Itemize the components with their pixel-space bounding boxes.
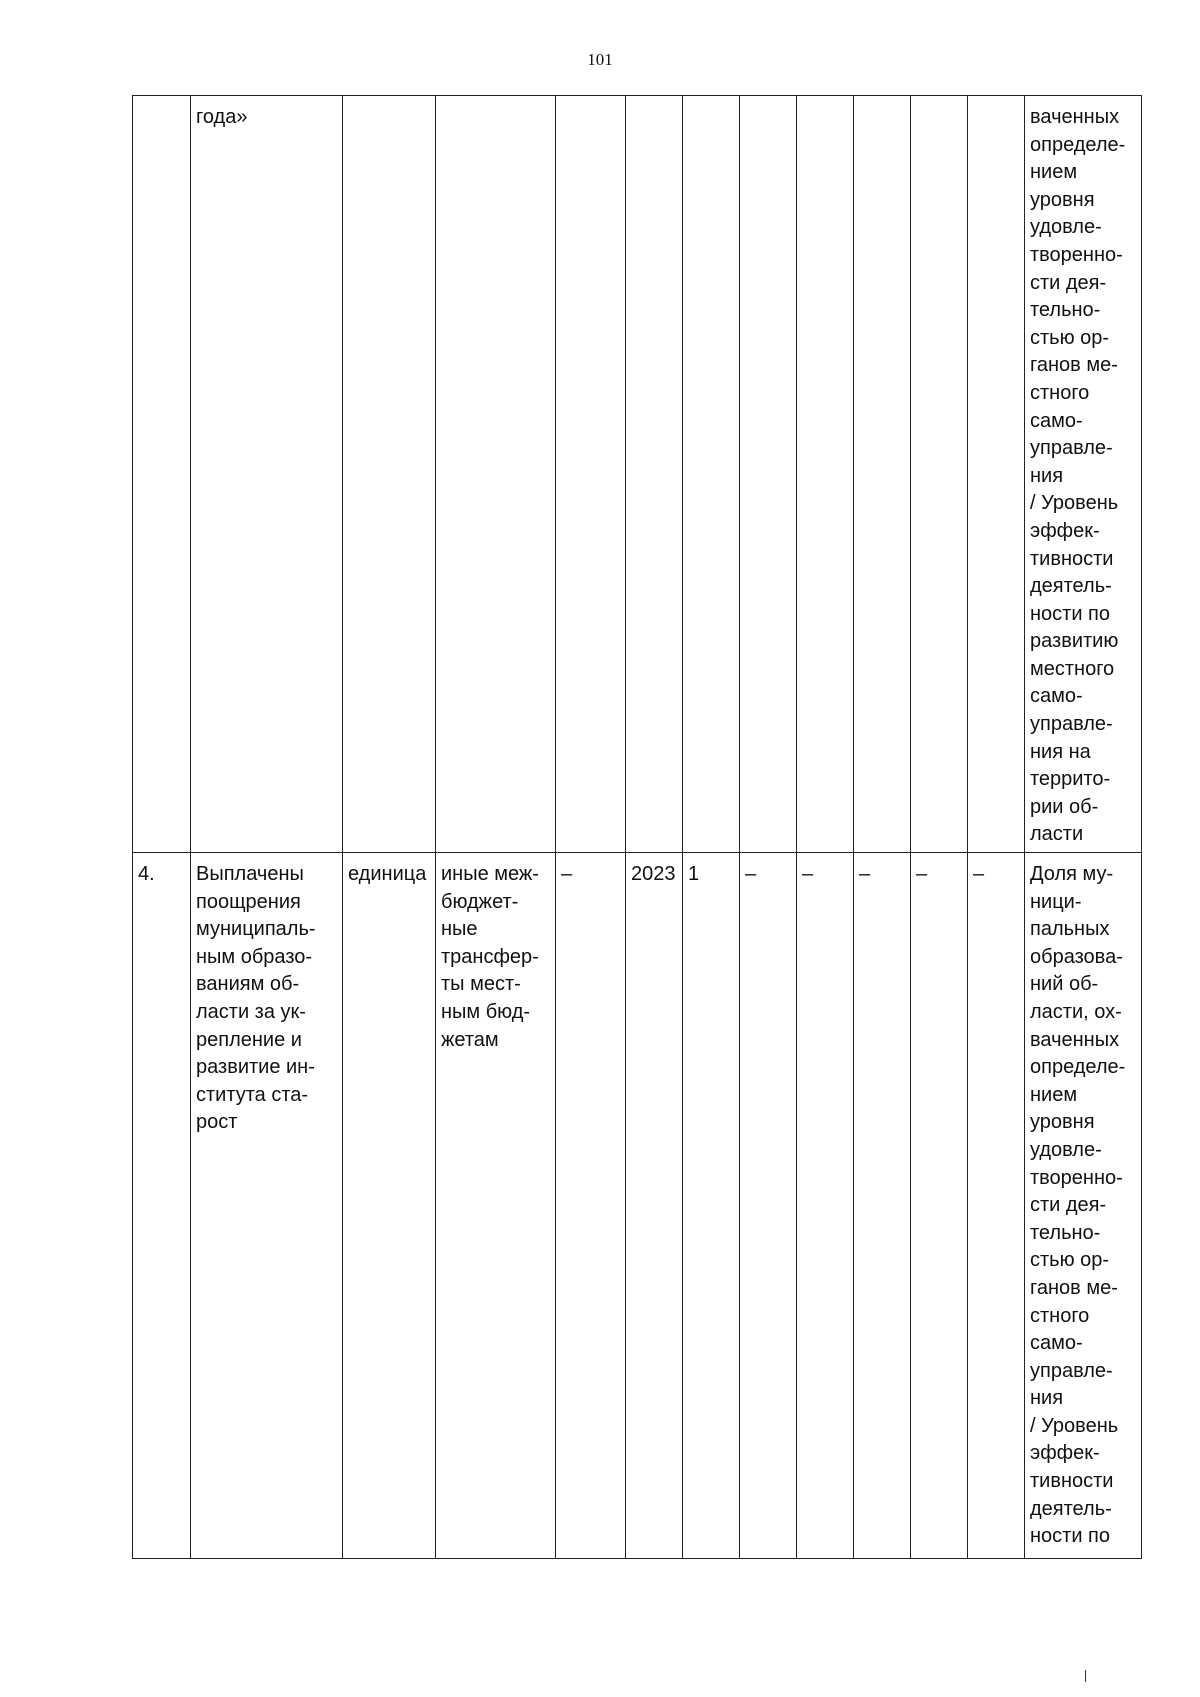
cell-unit — [343, 96, 436, 853]
cell-value — [968, 96, 1025, 853]
cell-number: 4. — [133, 853, 191, 1559]
cell-unit: единица — [343, 853, 436, 1559]
cell-base-value — [556, 96, 626, 853]
cell-value — [683, 96, 740, 853]
cell-value: – — [854, 853, 911, 1559]
cell-event-name: Выплачены поощрения муниципаль- ным образо- ваниям об- ласти за ук- репление и развитие ин- ститута ста- рост — [191, 853, 343, 1559]
cell-value — [911, 96, 968, 853]
table-row — [133, 96, 1142, 853]
cell-source: иные меж- бюджет- ные трансфер- ты мест- ным бюд- жетам — [436, 853, 556, 1559]
page-number: 101 — [587, 50, 613, 69]
cell-event-name: года» — [191, 96, 343, 853]
cell-indicator: Доля му- ници- пальных образова- ний об- ласти, ох- ваченных определе- нием уровня удовле- творенно- сти дея- тельно- стью ор- ганов ме- стного само- управле- ния / Уровень эффек- тивности деятель- ности по — [1025, 853, 1142, 1559]
cell-number — [133, 96, 191, 853]
cell-source — [436, 96, 556, 853]
table-row — [133, 853, 1142, 1559]
cell-value — [740, 96, 797, 853]
scan-mark — [1085, 1670, 1086, 1682]
cell-value — [797, 96, 854, 853]
cell-value: – — [797, 853, 854, 1559]
cell-value: – — [740, 853, 797, 1559]
data-table — [132, 95, 1142, 1559]
cell-year: 2023 — [626, 853, 683, 1559]
cell-base-value: – — [556, 853, 626, 1559]
cell-indicator: ваченных определе- нием уровня удовле- творенно- сти дея- тельно- стью ор- ганов ме- стного само- управле- ния / Уровень эффек- тивности деятель- ности по развитию местного само- управле- ния на террито- рии об- ласти — [1025, 96, 1142, 853]
cell-value: – — [968, 853, 1025, 1559]
cell-value: – — [911, 853, 968, 1559]
cell-value — [854, 96, 911, 853]
cell-value: 1 — [683, 853, 740, 1559]
cell-year — [626, 96, 683, 853]
